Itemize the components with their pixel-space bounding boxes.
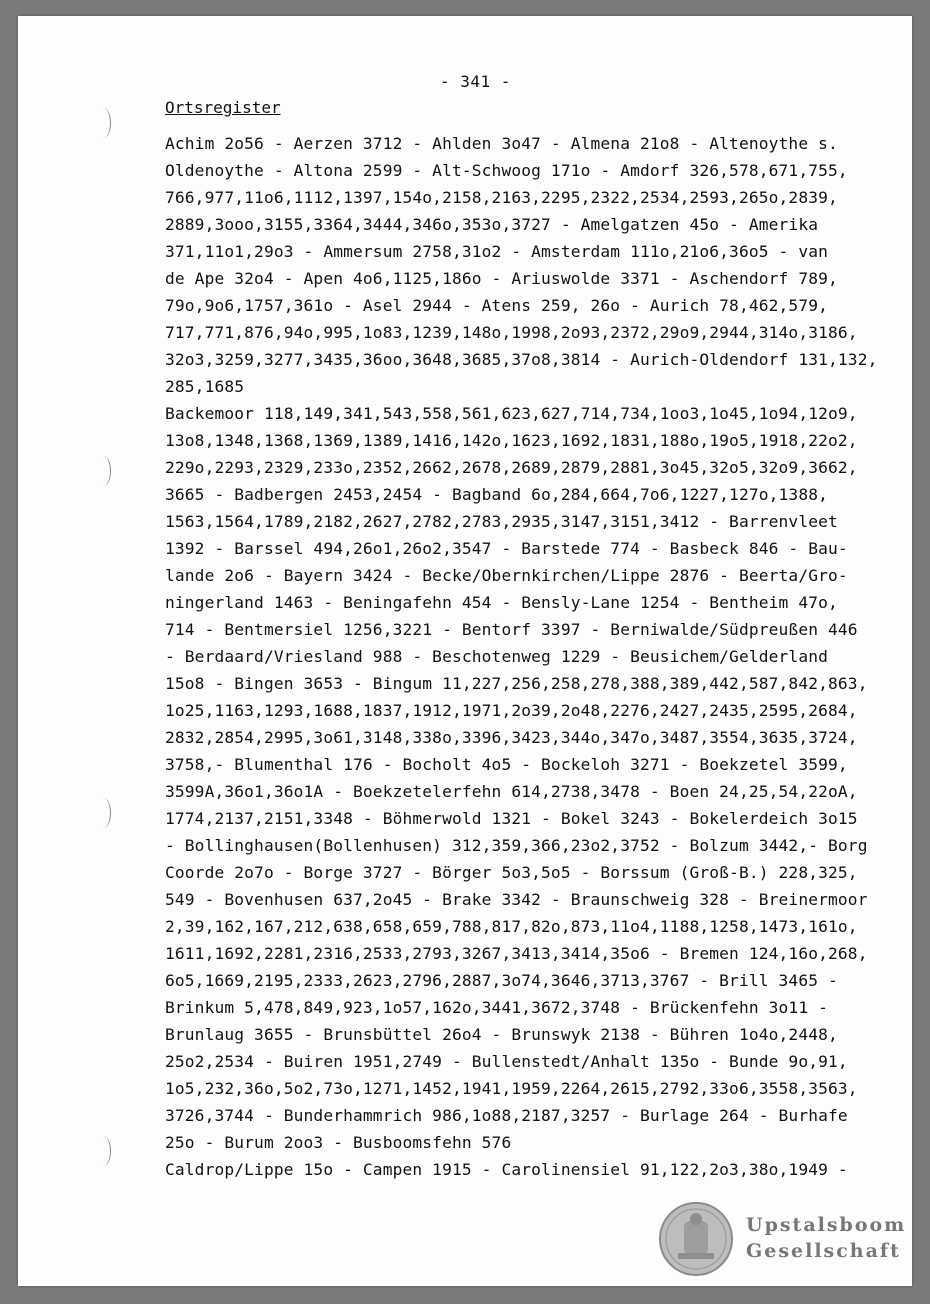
punch-hole-mark	[96, 1136, 111, 1166]
index-line: 1774,2137,2151,3348 - Böhmerwold 1321 - Bokel 3243 - Bokelerdeich 3o15	[165, 809, 858, 828]
index-line: 1o25,1163,1293,1688,1837,1912,1971,2o39,2o48,2276,2427,2435,2595,2684,	[165, 701, 858, 720]
index-line: Oldenoythe - Altona 2599 - Alt-Schwoog 171o - Amdorf 326,578,671,755,	[165, 161, 848, 180]
index-line: 2832,2854,2995,3o61,3148,338o,3396,3423,344o,347o,3487,3554,3635,3724,	[165, 728, 858, 747]
index-line: 3665 - Badbergen 2453,2454 - Bagband 6o,284,664,7o6,1227,127o,1388,	[165, 485, 829, 504]
index-line: 371,11o1,29o3 - Ammersum 2758,31o2 - Amsterdam 111o,21o6,36o5 - van	[165, 242, 829, 261]
index-line: 766,977,11o6,1112,1397,154o,2158,2163,2295,2322,2534,2593,265o,2839,	[165, 188, 838, 207]
index-line: 2889,3ooo,3155,3364,3444,346o,353o,3727 - Amelgatzen 45o - Amerika	[165, 215, 819, 234]
index-line: 1563,1564,1789,2182,2627,2782,2783,2935,3147,3151,3412 - Barrenvleet	[165, 512, 838, 531]
index-line: 1392 - Barssel 494,26o1,26o2,3547 - Barstede 774 - Basbeck 846 - Bau-	[165, 539, 848, 558]
index-line: 285,1685	[165, 377, 245, 396]
punch-hole-mark	[96, 108, 111, 138]
index-line: 25o2,2534 - Buiren 1951,2749 - Bullenstedt/Anhalt 135o - Bunde 9o,91,	[165, 1052, 848, 1071]
index-line: Achim 2o56 - Aerzen 3712 - Ahlden 3o47 - Almena 21o8 - Altenoythe s.	[165, 134, 838, 153]
index-line: 1611,1692,2281,2316,2533,2793,3267,3413,3414,35o6 - Bremen 124,16o,268,	[165, 944, 868, 963]
index-line: 2,39,162,167,212,638,658,659,788,817,82o,873,11o4,1188,1258,1473,161o,	[165, 917, 858, 936]
punch-hole-mark	[96, 798, 111, 828]
index-line: de Ape 32o4 - Apen 4o6,1125,186o - Ariuswolde 3371 - Aschendorf 789,	[165, 269, 838, 288]
punch-hole-mark	[96, 456, 111, 486]
index-line: Brunlaug 3655 - Brunsbüttel 26o4 - Brunswyk 2138 - Bühren 1o4o,2448,	[165, 1025, 838, 1044]
document-page	[18, 16, 912, 1286]
page-number: - 341 -	[440, 72, 511, 91]
page-title: Ortsregister	[165, 98, 281, 117]
index-line: Coorde 2o7o - Borge 3727 - Börger 5o3,5o5 - Borssum (Groß-B.) 228,325,	[165, 863, 858, 882]
index-line: Caldrop/Lippe 15o - Campen 1915 - Carolinensiel 91,122,2o3,38o,1949 -	[165, 1160, 848, 1179]
index-line: Backemoor 118,149,341,543,558,561,623,627,714,734,1oo3,1o45,1o94,12o9,	[165, 404, 858, 423]
index-line: 3758,- Blumenthal 176 - Bocholt 4o5 - Bockeloh 3271 - Boekzetel 3599,	[165, 755, 848, 774]
index-line: 25o - Burum 2oo3 - Busboomsfehn 576	[165, 1133, 512, 1152]
index-line: 549 - Bovenhusen 637,2o45 - Brake 3342 - Braunschweig 328 - Breinermoor	[165, 890, 868, 909]
index-line: 79o,9o6,1757,361o - Asel 2944 - Atens 259, 26o - Aurich 78,462,579,	[165, 296, 829, 315]
index-line: lande 2o6 - Bayern 3424 - Becke/Obernkirchen/Lippe 2876 - Beerta/Gro-	[165, 566, 848, 585]
index-line: 32o3,3259,3277,3435,36oo,3648,3685,37o8,3814 - Aurich-Oldendorf 131,132,	[165, 350, 878, 369]
upstalsboom-seal-logo	[658, 1201, 734, 1277]
index-line: ningerland 1463 - Beningafehn 454 - Bensly-Lane 1254 - Bentheim 47o,	[165, 593, 838, 612]
index-line: 6o5,1669,2195,2333,2623,2796,2887,3o74,3646,3713,3767 - Brill 3465 -	[165, 971, 838, 990]
index-line: 3726,3744 - Bunderhammrich 986,1o88,2187,3257 - Burlage 264 - Burhafe	[165, 1106, 848, 1125]
index-line: 13o8,1348,1368,1369,1389,1416,142o,1623,1692,1831,188o,19o5,1918,22o2,	[165, 431, 858, 450]
logo-text-line1: Upstalsboom	[746, 1214, 907, 1236]
index-line: 15o8 - Bingen 3653 - Bingum 11,227,256,258,278,388,389,442,587,842,863,	[165, 674, 868, 693]
index-line: - Bollinghausen(Bollenhusen) 312,359,366,23o2,3752 - Bolzum 3442,- Borg	[165, 836, 868, 855]
index-line: 717,771,876,94o,995,1o83,1239,148o,1998,2o93,2372,29o9,2944,314o,3186,	[165, 323, 858, 342]
index-line: 1o5,232,36o,5o2,73o,1271,1452,1941,1959,2264,2615,2792,33o6,3558,3563,	[165, 1079, 858, 1098]
index-line: 229o,2293,2329,233o,2352,2662,2678,2689,2879,2881,3o45,32o5,32o9,3662,	[165, 458, 858, 477]
logo-text-line2: Gesellschaft	[746, 1240, 901, 1262]
index-line: 3599A,36o1,36o1A - Boekzetelerfehn 614,2738,3478 - Boen 24,25,54,22oA,	[165, 782, 858, 801]
index-line: 714 - Bentmersiel 1256,3221 - Bentorf 3397 - Berniwalde/Südpreußen 446	[165, 620, 858, 639]
index-line: - Berdaard/Vriesland 988 - Beschotenweg 1229 - Beusichem/Gelderland	[165, 647, 829, 666]
index-line: Brinkum 5,478,849,923,1o57,162o,3441,3672,3748 - Brückenfehn 3o11 -	[165, 998, 829, 1017]
